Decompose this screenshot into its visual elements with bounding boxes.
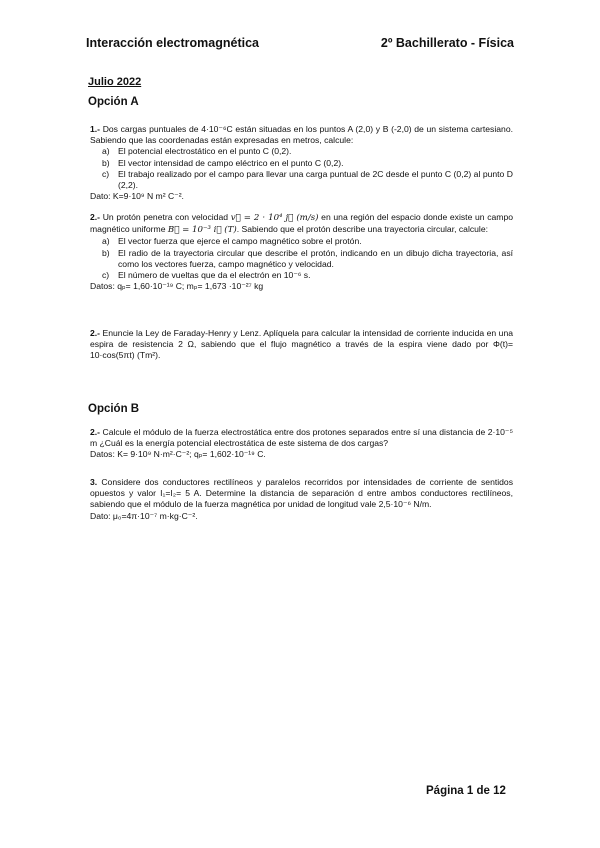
page-number: Página 1 de 12 <box>426 785 506 797</box>
option-b-question-1 <box>90 427 513 461</box>
question-text: Calcule el módulo de la fuerza electrostática entre dos protones separados entre sí una distancia de 2·10⁻⁵ m ¿Cuál es la energía potencial electrostática de este sistema de dos cargas? <box>90 427 514 449</box>
header-topic: Interacción electromagnética <box>86 36 259 50</box>
question-data: Dato: μ₀=4π·10⁻⁷ m·kg·C⁻². <box>90 510 198 521</box>
question-data: Datos: qₚ= 1,60·10⁻¹⁹ C; mₚ= 1,673 ·10⁻²⁷ kg <box>90 281 264 292</box>
subquestion: b) El vector intensidad de campo eléctrico en el punto C (0,2). <box>102 157 344 168</box>
option-a-question-3 <box>90 328 513 362</box>
velocity-formula: v⃗ = 2 · 10⁴ j⃗ (m/s) <box>230 213 319 223</box>
question-data: Dato: K=9·10⁹ N m² C⁻². <box>90 191 184 202</box>
option-b-question-2 <box>90 477 513 522</box>
option-b-title: Opción B <box>88 403 140 415</box>
question-number: 2.- <box>90 212 101 222</box>
exam-date: Julio 2022 <box>88 76 142 88</box>
subquestion: a) El potencial electrostático en el punto C (0,2). <box>102 146 292 157</box>
question-number: 2.- <box>90 328 101 338</box>
question-text: Enuncie la Ley de Faraday-Henry y Lenz. Aplíquela para calcular la intensidad de corriente inducida en una espira de resistencia 2 Ω, sabiendo que el flujo magnético a través de la espira viene dado por Φ(t)= 10·cos(5πt) (Tm²). <box>90 328 513 361</box>
option-a-title: Opción A <box>88 96 139 108</box>
question-number: 3. <box>90 477 98 487</box>
subquestion: a) El vector fuerza que ejerce el campo magnético sobre el protón. <box>102 236 362 247</box>
subquestion: c) El número de vueltas que da el electrón en 10⁻⁶ s. <box>102 270 311 281</box>
question-text: Considere dos conductores rectilíneos y paralelos recorridos por intensidades de corriente de sentidos opuestos y valor I₁=I₂= 5 A. Determine la distancia de separación d entre ambos conductores rectilíneos, sabiendo que el módulo de la fuerza magnética por unidad de longitud vale 2,5·10⁻⁶ N/m. <box>90 477 513 510</box>
question-data: Datos: K= 9·10⁹ N·m²·C⁻²; qₚ= 1,602·10⁻¹⁹ C. <box>90 449 266 460</box>
option-a-question-1 <box>90 124 513 202</box>
field-formula: B⃗ = 10⁻³ i⃗ (T) <box>167 225 237 236</box>
question-text: Dos cargas puntuales de 4·10⁻⁶C están situadas en los puntos A (2,0) y B (-2,0) de un sistema cartesiano. Sabiendo que las coordenadas están expresadas en metros, calcule: <box>90 124 513 146</box>
page-header <box>86 36 514 50</box>
header-course: 2º Bachillerato - Física <box>380 36 514 50</box>
subquestion: c) El trabajo realizado por el campo para llevar una carga puntual de 2C desde el punto C (0,2) al punto D (2,2). <box>102 168 513 191</box>
subquestion: b) El radio de la trayectoria circular que describe el protón, indicando en un dibujo dicha trayectoria, así como los vectores fuerza, campo magnético y velocidad. <box>102 247 513 269</box>
subquestion-list <box>90 146 513 191</box>
subquestion-list <box>90 236 513 281</box>
option-a-question-2: 2.- Un protón penetra con velocidad v⃗ = 2 · 10⁴ j⃗ (m/s) en una región del espacio donde existe un campo magnético uniforme B⃗ = 10⁻³ i⃗ (T). Sabiendo que el protón describe una trayectoria circular, calcule: a) El vector fuerza que ejerce el campo magnético sobre el protón. b) El radio de la trayectoria circular que describe el protón, indicando en un dibujo dicha trayectoria, así como los vectores fuerza, campo magnético y velocidad. c) El número de vueltas que da el electrón en 10⁻⁶ s. Datos: qₚ= 1,60·10⁻¹⁹ C; mₚ= 1,673 ·10⁻²⁷ kg <box>90 212 514 292</box>
question-number: 1.- <box>90 124 101 134</box>
question-number: 2.- <box>90 427 101 437</box>
